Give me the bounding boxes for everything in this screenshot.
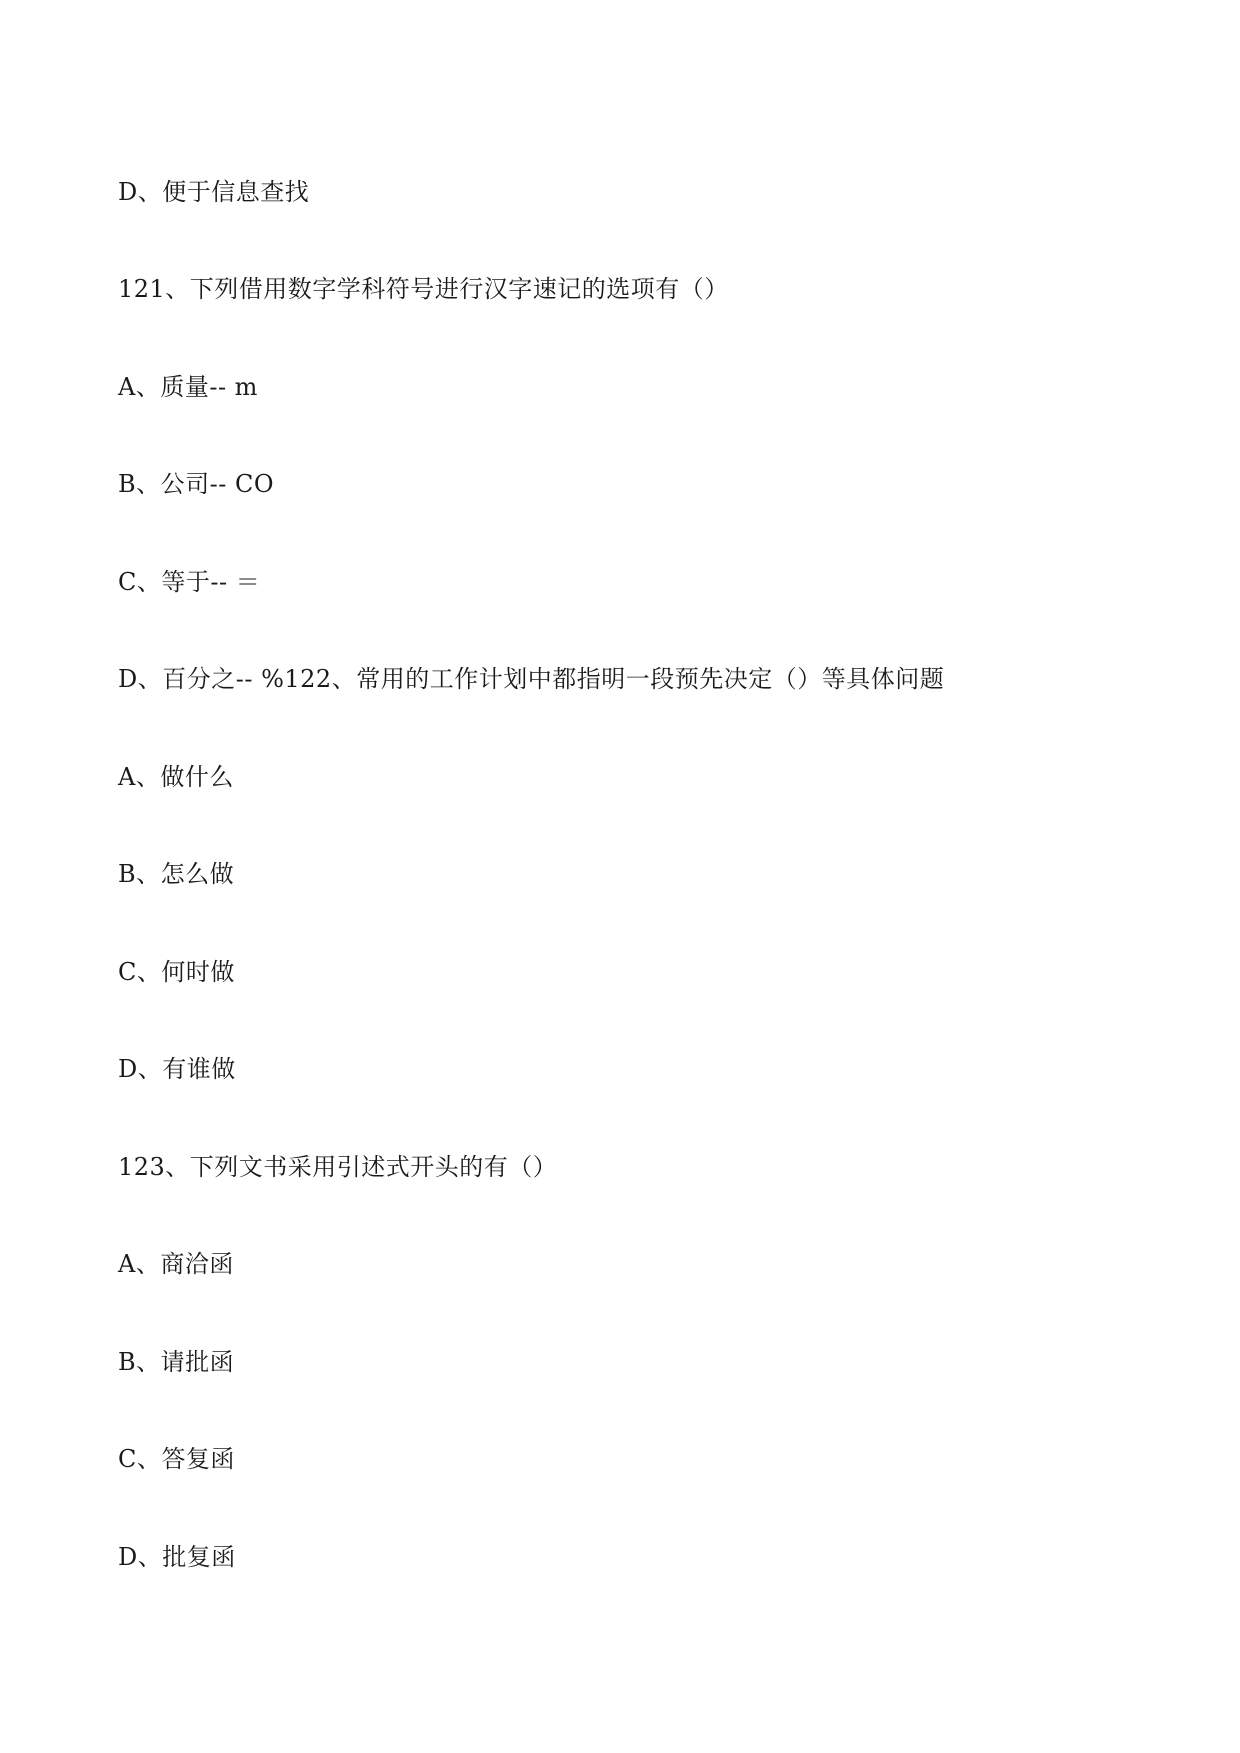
q123-option-d: D、批复函	[118, 1543, 236, 1571]
q123-option-a: A、商洽函	[118, 1250, 234, 1278]
q121-option-b: B、公司-- CO	[118, 470, 275, 498]
q122-option-b: B、怎么做	[118, 860, 235, 888]
q122-option-c: C、何时做	[118, 958, 235, 986]
q121-option-c: C、等于-- ＝	[118, 568, 261, 596]
q121-question: 121、下列借用数字学科符号进行汉字速记的选项有（）	[118, 275, 729, 303]
q122-option-d: D、有谁做	[118, 1055, 236, 1083]
q120-option-d: D、便于信息查找	[118, 178, 310, 206]
q123-option-b: B、请批函	[118, 1348, 235, 1376]
q121-option-d-and-q122-question: D、百分之-- %122、常用的工作计划中都指明一段预先决定（）等具体问题	[118, 665, 945, 693]
q123-option-c: C、答复函	[118, 1445, 235, 1473]
q121-option-a: A、质量-- m	[118, 373, 258, 401]
q122-option-a: A、做什么	[118, 763, 234, 791]
q123-question: 123、下列文书采用引述式开头的有（）	[118, 1153, 558, 1181]
